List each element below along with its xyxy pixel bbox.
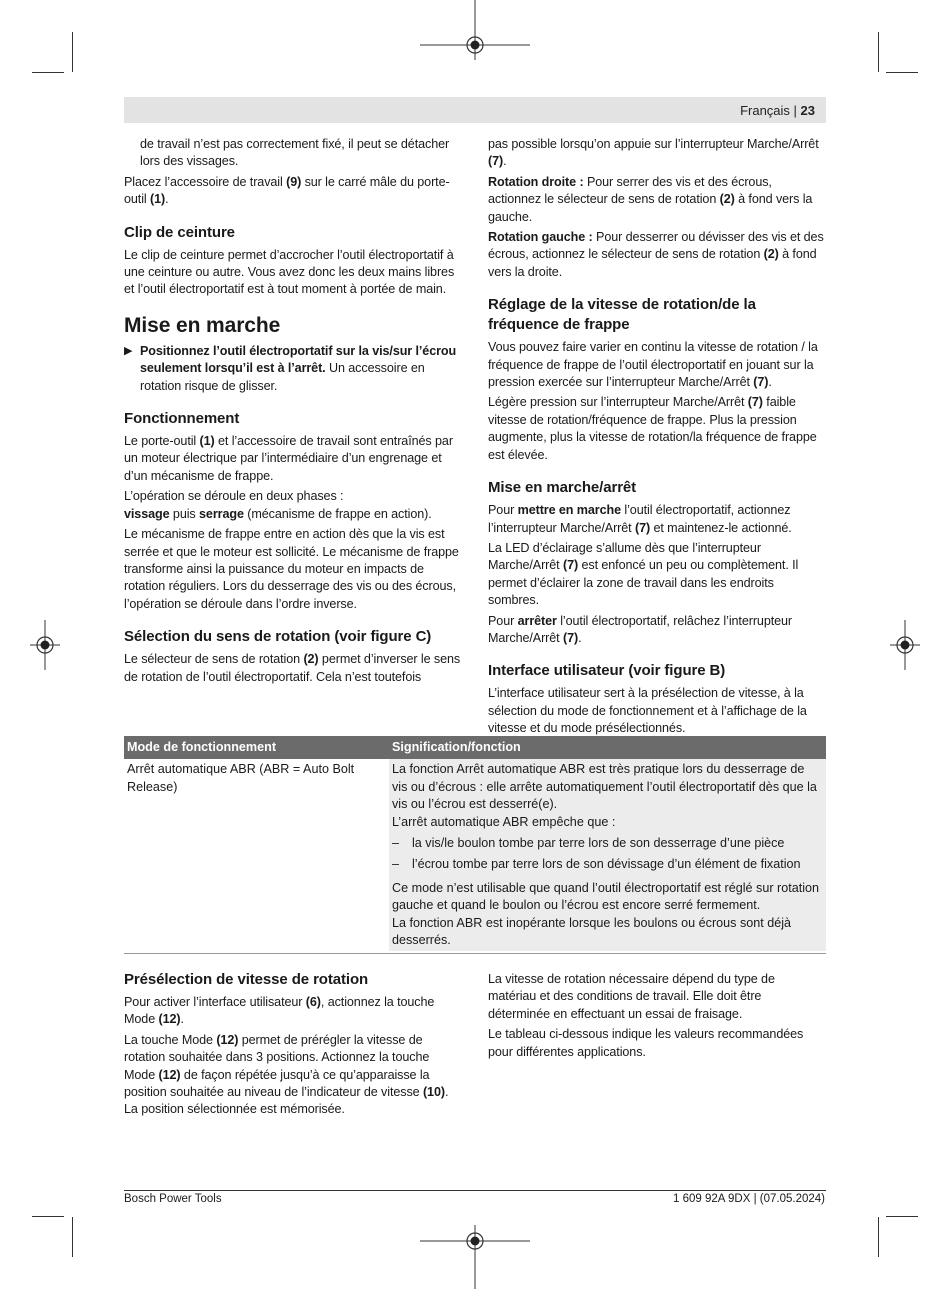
table-header-mode: Mode de fonctionnement bbox=[124, 736, 389, 759]
list-item: – l’écrou tombe par terre lors de son dévissage d’un élément de fixation bbox=[392, 857, 801, 872]
paragraph: La touche Mode (12) permet de prérégler la vitesse de rotation souhaitée dans 3 positions. Actionnez la touche Mode (12) de façon répétée jusqu’à ce qu’apparaisse la position souhaitée au niveau de l’indicateur de vitesse (10). La position sélectionnée est mémorisée. bbox=[124, 1032, 449, 1117]
paragraph: Vous pouvez faire varier en continu la vitesse de rotation / la fréquence de frappe de l’outil électroportatif en jouant sur la pression exercée sur l’interrupteur Marche/Arrêt (7). bbox=[488, 340, 818, 390]
registration-mark-top bbox=[420, 0, 530, 70]
page-number: 23 bbox=[800, 103, 815, 118]
paragraph: Le mécanisme de frappe entre en action dès que la vis est serrée et que le moteur est sollicité. Le mécanisme de frappe transforme ainsi la puissance du moteur en impacts de rotation réguliers. Lors du desserrage des vis ou des écrous, l’opération se déroule dans l’ordre inverse. bbox=[124, 527, 459, 611]
paragraph: Placez l’accessoire de travail (9) sur le carré mâle du porte-outil (1). bbox=[124, 174, 450, 207]
paragraph: Le tableau ci-dessous indique les valeurs recommandées pour différentes applications. bbox=[488, 1027, 804, 1059]
crop-mark bbox=[72, 1217, 73, 1257]
header-language: Français bbox=[740, 103, 790, 118]
table-bottom-rule bbox=[124, 953, 826, 954]
paragraph: La vitesse de rotation nécessaire dépend du type de matériau et des conditions de travail. Elle doit être déterminée en effectuant un essai de fraisage. bbox=[488, 972, 775, 1021]
crop-mark bbox=[72, 32, 73, 72]
section-heading-clip: Clip de ceinture bbox=[124, 223, 235, 241]
table-row bbox=[124, 759, 826, 951]
registration-mark-bottom bbox=[420, 1220, 530, 1289]
description-text: Ce mode n’est utilisable que quand l’outil électroportatif est réglé sur rotation gauche et quand le boulon ou l’écrou est encore serré fermement. bbox=[392, 880, 820, 913]
paragraph: pas possible lorsqu’on appuie sur l’interrupteur Marche/Arrêt (7). bbox=[488, 137, 819, 169]
crop-mark bbox=[886, 72, 918, 73]
crop-mark bbox=[878, 1217, 879, 1257]
paragraph: Le clip de ceinture permet d’accrocher l’outil électroportatif à une ceinture ou autre. Vous avez donc les deux mains libres et l’outil électroportatif est à tout moment à portée de main. bbox=[124, 247, 455, 297]
mode-table bbox=[124, 736, 826, 951]
paragraph: Rotation droite : Pour serrer des vis et des écrous, actionnez le sélecteur de sens de rotation (2) à fond vers la gauche. bbox=[488, 174, 813, 224]
bottom-right-column bbox=[488, 971, 826, 1064]
section-heading-interface: Interface utilisateur (voir figure B) bbox=[488, 662, 726, 680]
footer-rule bbox=[124, 1190, 826, 1191]
paragraph: de travail n’est pas correctement fixé, il peut se détacher lors des vissages. bbox=[140, 137, 450, 169]
section-heading-preselection: Présélection de vitesse de rotation bbox=[124, 971, 369, 988]
list-item: – la vis/le boulon tombe par terre lors de son desserrage d’une pièce bbox=[392, 836, 785, 851]
paragraph: Pour mettre en marche l’outil électroportatif, actionnez l’interrupteur Marche/Arrêt (7) et maintenez-le actionné. bbox=[488, 503, 792, 535]
section-heading-reglage-vitesse: Réglage de la vitesse de rotation/de la fréquence de frappe bbox=[488, 296, 756, 334]
table-header-signification: Signification/fonction bbox=[389, 736, 826, 759]
left-column bbox=[124, 136, 464, 689]
footer-brand: Bosch Power Tools bbox=[124, 1193, 222, 1205]
registration-mark-left bbox=[30, 620, 60, 670]
paragraph: Légère pression sur l’interrupteur Marche/Arrêt (7) faible vitesse de rotation/fréquence de frappe. Plus la pression augmente, plus la vitesse de rotation/la fréquence de frappe est élevée. bbox=[488, 395, 817, 462]
description-text: La fonction ABR est inopérante lorsque les boulons ou écrous sont déjà desserrés. bbox=[392, 915, 792, 948]
paragraph: vissage puis serrage (mécanisme de frappe en action). bbox=[124, 506, 432, 521]
right-column bbox=[488, 136, 826, 741]
description-text: L’arrêt automatique ABR empêche que : bbox=[392, 814, 616, 829]
table-cell-description bbox=[389, 759, 826, 951]
table-header-row bbox=[124, 736, 826, 759]
section-heading-marche-arret: Mise en marche/arrêt bbox=[488, 479, 637, 497]
crop-mark bbox=[32, 72, 64, 73]
page-header: Français | 23 bbox=[740, 103, 815, 118]
crop-mark bbox=[32, 1216, 64, 1217]
paragraph: Le sélecteur de sens de rotation (2) permet d’inverser le sens de rotation de l’outil électroportatif. Cela n’est toutefois bbox=[124, 652, 461, 684]
bottom-left-column bbox=[124, 970, 460, 1122]
footer-doc-number: 1 609 92A 9DX | (07.05.2024) bbox=[673, 1193, 825, 1205]
paragraph: L’opération se déroule en deux phases : bbox=[124, 489, 344, 504]
paragraph: Rotation gauche : Pour desserrer ou dévisser des vis et des écrous, actionnez le sélecteur de sens de rotation (2) à fond vers la droite. bbox=[488, 230, 824, 279]
paragraph: Pour activer l’interface utilisateur (6), actionnez la touche Mode (12). bbox=[124, 995, 435, 1027]
crop-mark bbox=[878, 32, 879, 72]
section-heading-fonctionnement: Fonctionnement bbox=[124, 410, 240, 428]
section-heading-sens-rotation: Sélection du sens de rotation (voir figure C) bbox=[124, 628, 432, 646]
right-triangle-icon: ▶ bbox=[124, 344, 133, 357]
header-bar bbox=[124, 97, 826, 123]
warning-bullet: ▶ Positionnez l’outil électroportatif sur la vis/sur l’écrou seulement lorsqu’il est à l’arrêt. Un accessoire en rotation risque de glisser. bbox=[124, 343, 457, 393]
paragraph: L’interface utilisateur sert à la présélection de vitesse, à la sélection du mode de fonctionnement et à l’affichage de la vitesse et du mode présélectionnés. bbox=[488, 686, 807, 736]
paragraph: Le porte-outil (1) et l’accessoire de travail sont entraînés par un moteur électrique par l’intermédiaire d’un engrenage et d’un mécanisme de frappe. bbox=[124, 434, 453, 483]
section-heading-mise-en-marche: Mise en marche bbox=[124, 313, 281, 337]
paragraph: Pour arrêter l’outil électroportatif, relâchez l’interrupteur Marche/Arrêt (7). bbox=[488, 613, 793, 645]
table-cell-mode: Arrêt automatique ABR (ABR = Auto Bolt Release) bbox=[127, 762, 355, 794]
paragraph: La LED d’éclairage s’allume dès que l’interrupteur Marche/Arrêt (7) est enfoncé un peu ou complètement. Il permet d’éclairer la zone de travail dans les endroits sombres. bbox=[488, 540, 799, 608]
description-text: La fonction Arrêt automatique ABR est très pratique lors du desserrage de vis ou d’écrous : elle arrête automatiquement l’outil électroportatif dès que la vis ou l’écrou est desserré(e). bbox=[392, 762, 817, 812]
registration-mark-right bbox=[890, 620, 920, 670]
crop-mark bbox=[886, 1216, 918, 1217]
